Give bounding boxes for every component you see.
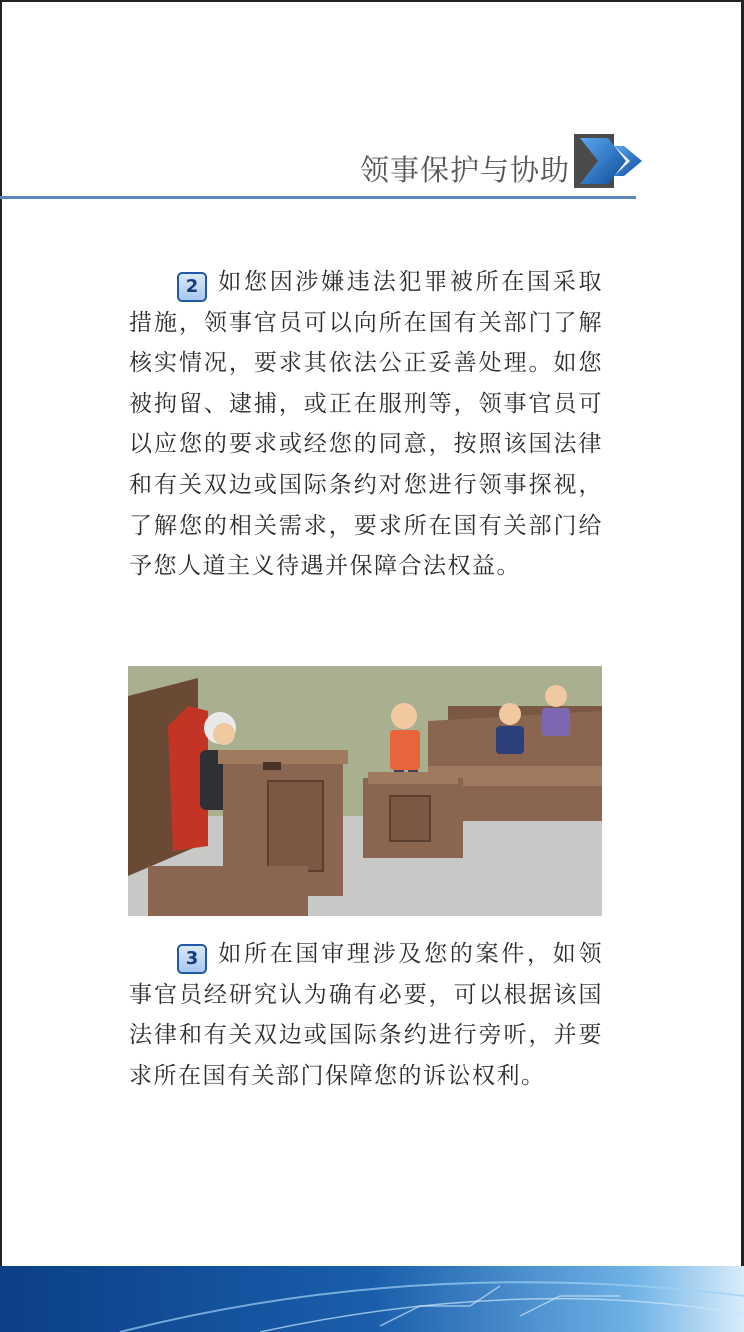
page-border [0,0,744,2]
paragraph-section-3 [129,934,603,1096]
page-border [0,0,2,1332]
paragraph-text: 如所在国审理涉及您的案件，如领事官员经研究认为确有必要，可以根据该国法律和有关双边或国际条约进行旁听，并要求所在国有关部门保障您的诉讼权利。 [129,941,603,1089]
courtroom-illustration [128,666,602,916]
paragraph-text: 如您因涉嫌违法犯罪被所在国采取措施，领事官员可以向所在国有关部门了解核实情况，要求其依法公正妥善处理。如您被拘留、逮捕，或正在服刑等，领事官员可以应您的要求或经您的同意，按照该国法律和有关双边或国际条约对您进行领事探视，了解您的相关需求，要求所在国有关部门给予您人道主义待遇并保障合法权益。 [129,269,603,580]
double-chevron-right-icon [572,130,646,192]
paragraph-section-2 [129,262,603,587]
section-number-badge: 3 [177,944,207,974]
section-header-title: 领事保护与协助 [360,153,571,187]
header-rule [0,196,636,199]
footer-decorative-band [0,1266,744,1332]
section-number-badge: 2 [177,272,207,302]
